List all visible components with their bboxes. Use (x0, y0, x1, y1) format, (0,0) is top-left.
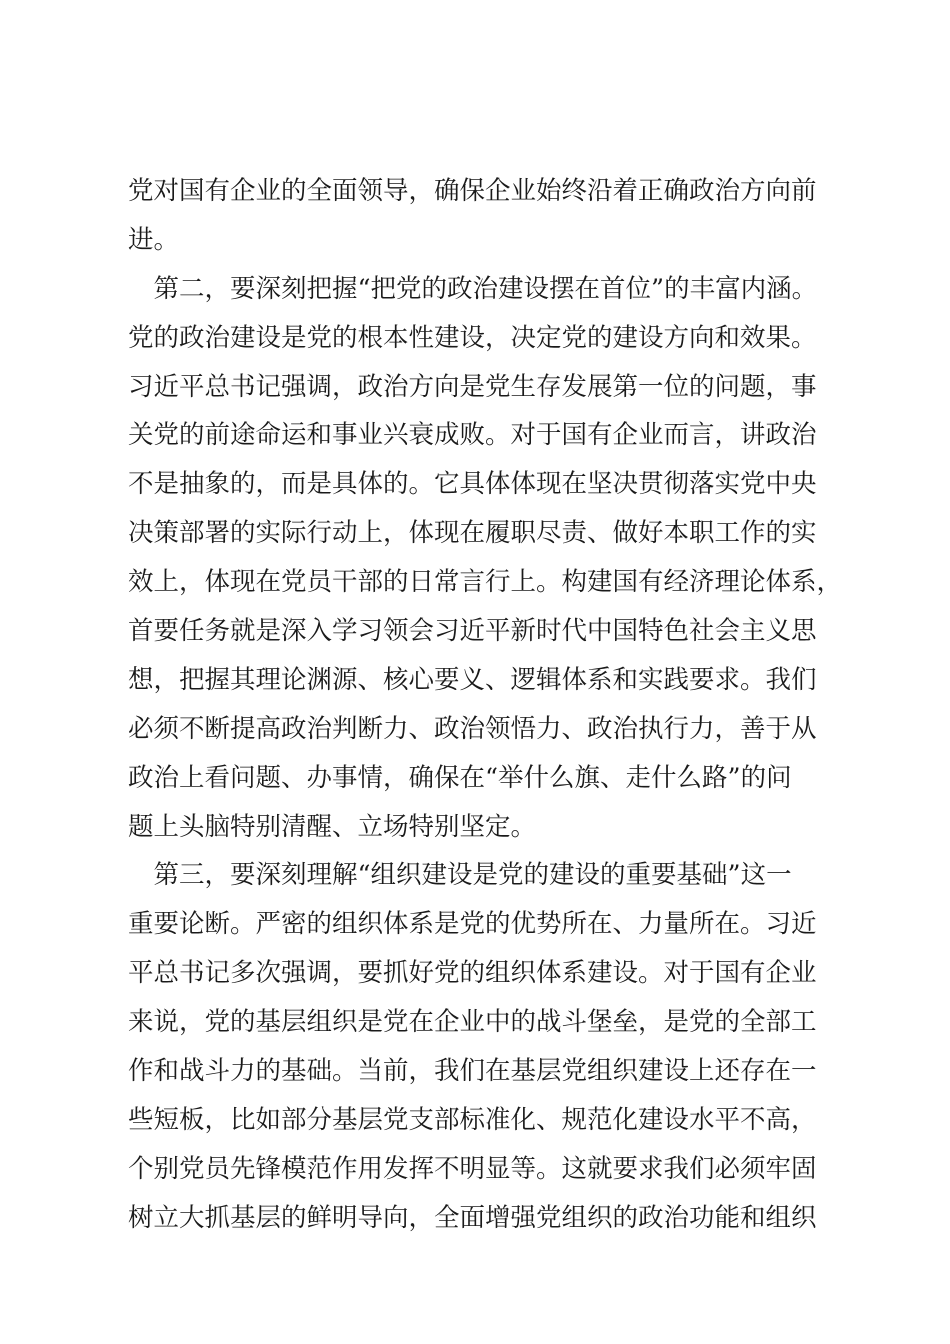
text-line: 决策部署的实际行动上，体现在履职尽责、做好本职工作的实 (128, 518, 817, 549)
body-text (128, 167, 848, 1243)
text-line: 党对国有企业的全面领导，确保企业始终沿着正确政治方向前 (128, 176, 817, 206)
text-line: 题上头脑特别清醒、立场特别坚定。 (128, 811, 537, 842)
text-line: 进。 (128, 224, 180, 255)
text-line: 树立大抓基层的鲜明导向，全面增强党组织的政治功能和组织 (128, 1202, 817, 1233)
text-line: 必须不断提高政治判断力、政治领悟力、政治执行力，善于从 (128, 713, 817, 744)
text-line: 些短板，比如部分基层党支部标准化、规范化建设水平不高， (128, 1104, 817, 1135)
text-line: 作和战斗力的基础。当前，我们在基层党组织建设上还存在一 (128, 1056, 817, 1087)
text-line: 第二，要深刻把握“把党的政治建设摆在首位”的丰富内涵。 (128, 273, 818, 304)
text-line: 第三，要深刻理解“组织建设是党的建设的重要基础”这一 (128, 860, 792, 891)
text-line: 习近平总书记强调，政治方向是党生存发展第一位的问题，事 (128, 371, 817, 402)
text-line: 政治上看问题、办事情，确保在“举什么旗、走什么路”的问 (128, 762, 792, 793)
text-line: 首要任务就是深入学习领会习近平新时代中国特色社会主义思 (128, 616, 817, 647)
text-line: 想，把握其理论渊源、核心要义、逻辑体系和实践要求。我们 (128, 664, 817, 695)
text-line: 不是抽象的，而是具体的。它具体体现在坚决贯彻落实党中央 (128, 469, 817, 500)
text-line: 平总书记多次强调，要抓好党的组织体系建设。对于国有企业 (128, 958, 817, 989)
text-line: 效上，体现在党员干部的日常言行上。构建国有经济理论体系， (128, 567, 843, 598)
text-line: 重要论断。严密的组织体系是党的优势所在、力量所在。习近 (128, 909, 817, 940)
text-line: 关党的前途命运和事业兴衰成败。对于国有企业而言，讲政治 (128, 420, 817, 451)
text-line: 个别党员先锋模范作用发挥不明显等。这就要求我们必须牢固 (128, 1153, 817, 1184)
text-line: 来说，党的基层组织是党在企业中的战斗堡垒，是党的全部工 (128, 1007, 817, 1038)
text-line: 党的政治建设是党的根本性建设，决定党的建设方向和效果。 (128, 322, 817, 353)
